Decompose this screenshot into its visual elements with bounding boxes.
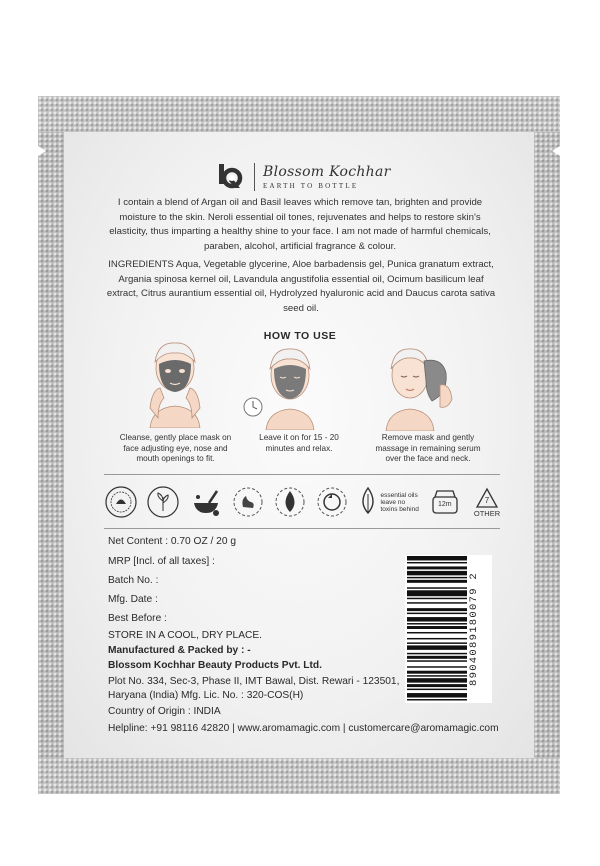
storage-instruction: STORE IN A COOL, DRY PLACE. [108,630,262,641]
crimped-seal-top [38,96,560,132]
pao-label: 12m [437,501,452,508]
how-to-use-title: HOW TO USE [263,330,337,342]
barcode-bar [407,577,467,578]
barcode-bar [407,602,467,603]
step-1-caption: Cleanse, gently place mask on face adjusting eye, nose and mouth openings to fit. [119,433,232,463]
barcode-bar [407,562,467,563]
recycle-code: 7 [484,495,490,505]
mrp-label: MRP [Incl. of all taxes] : [108,556,215,567]
helpline: Helpline: +91 98116 42820 | www.aromamagic.com | customercare@aromamagic.com [108,723,499,734]
barcode-bar [407,613,467,614]
divider-bottom [104,528,500,529]
brand-tagline: EARTH TO BOTTLE [263,182,359,190]
product-description: I contain a blend of Argan oil and Basil leaves which remove tan, brighten and provide moisture to the skin. Neroli essential oil tones, rejuvenates and helps to restore skin's elasticity, thus imparting a healthy shine to your face. I am not made of harmful chemicals, paraben, alcohol, artificial fragrance & colour. [109,197,491,252]
halal-seal-icon [104,485,138,519]
barcode-bar [407,666,467,667]
barcode-bar [407,556,467,560]
bk-logo-icon [218,163,244,191]
crimped-seal-left [38,132,64,758]
crimped-seal-right [534,132,560,758]
barcode-bar [407,671,467,674]
step-1-illustration [140,338,210,428]
period-after-opening-badge [428,485,462,519]
barcode-bar [407,645,467,649]
barcode-bar [407,693,467,697]
barcode-bar [407,699,467,700]
barcode-bar [407,617,467,621]
brand-divider [254,163,255,191]
recycle-other-icon [475,487,499,509]
country-of-origin: Country of Origin : INDIA [108,706,221,717]
certification-badges [104,480,504,524]
barcode-bar [407,580,467,583]
barcode-bar [407,656,467,659]
net-content: Net Content : 0.70 OZ / 20 g [108,536,236,547]
barcode-bars [407,555,467,703]
brand-name: Blossom Kochhar [263,164,391,180]
barcode-bar [407,675,467,676]
barcode-bar [407,566,467,569]
barcode-bar [407,653,467,654]
barcode-bar [407,632,467,633]
barcode-bar [407,587,467,588]
essential-oils-label: essential oils leave no toxins behind [380,491,419,513]
barcode-bar [407,571,467,575]
barcode-bar [407,590,467,596]
barcode-bar [407,642,467,643]
essential-oils-badge [358,485,420,519]
barcode-bar [407,598,467,599]
barcode-bar [407,689,467,690]
essential-oils-leaf-icon [358,486,378,519]
ingredients-list: INGREDIENTS Aqua, Vegetable glycerine, Aloe barbadensis gel, Punica granatum extract, Argania spinosa kernel oil, Lavandula angustifolia essential oil, Ocimum basilicum leaf extract, Citrus aurantium essential oil, Hydrolyzed hyaluronic acid and Daucus carota sativa seed oil. [106,259,496,314]
barcode-bar [407,608,467,611]
aromatherapy-leaf-icon [273,485,307,519]
brand-header [218,160,391,194]
barcode-bar [407,684,467,687]
address-line-2: Haryana (India) Mfg. Lic. No. : 320-COS(H) [108,690,304,701]
batch-no: Batch No. : [108,575,159,586]
mfg-date: Mfg. Date : [108,594,158,605]
step-3-caption: Remove mask and gently massage in remaining serum over the face and neck. [375,433,481,463]
step-3-illustration [382,343,462,431]
step-2-caption: Leave it on for 15 - 20 minutes and relax. [259,433,339,453]
ayurvedic-mortar-icon [189,485,223,519]
barcode-bar [407,626,467,629]
step-2-illustration [238,345,338,430]
recycled-packaging-icon [315,485,349,519]
recycle-other-badge [470,485,504,519]
company-name: Blossom Kochhar Beauty Products Pvt. Ltd. [108,660,322,671]
address-line-1: Plot No. 334, Sec-3, Phase II, IMT Bawal, Dist. Rewari - 123501, [108,676,400,687]
divider-top [104,474,500,475]
manufactured-by-label: Manufactured & Packed by : - [108,645,251,656]
period-after-opening-icon [431,489,459,515]
best-before: Best Before : [108,613,167,624]
barcode-number: 8904089180079 2 [468,571,480,686]
vegetarian-certified-icon [146,485,180,519]
crimped-seal-bottom [38,758,560,794]
barcode-bar [407,678,467,682]
not-tested-on-animals-icon [231,485,265,519]
recycle-other-label: OTHER [473,508,501,518]
barcode-bar [407,660,467,661]
barcode-bar [407,623,467,624]
barcode-bar [407,638,467,639]
